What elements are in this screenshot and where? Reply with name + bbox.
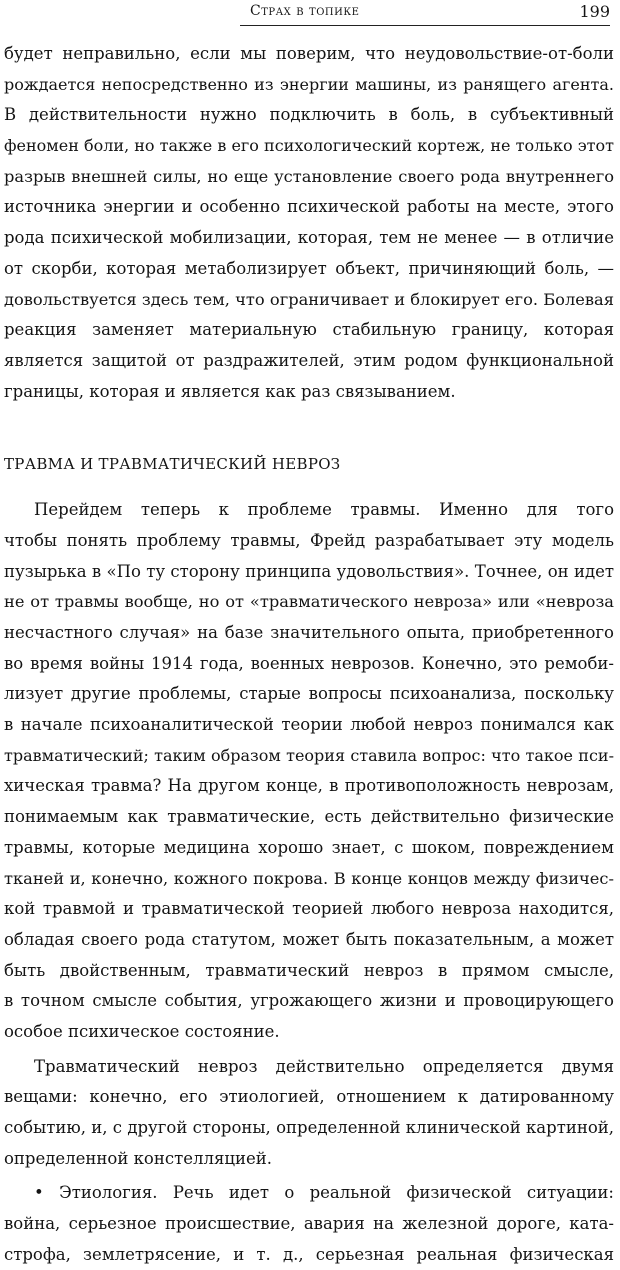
section-heading: ТРАВМА И ТРАВМАТИЧЕСКИЙ НЕВРОЗ xyxy=(4,455,341,474)
text-line: довольствуется здесь тем, что ограничивает и блокирует его. Болевая xyxy=(4,289,614,309)
text-line: разрыв внешней силы, но еще установление своего рода внутреннего xyxy=(4,166,614,186)
text-line: В действительности нужно подключить в боль, в субъективный xyxy=(4,105,614,125)
text-line: кой травмой и травматической теорией любого невроза находится, xyxy=(4,899,614,919)
page-number: 199 xyxy=(579,2,610,21)
text-line: несчастного случая» на базе значительного опыта, приобретенного xyxy=(4,623,614,642)
page-body xyxy=(4,39,614,1270)
text-line: во время войны 1914 года, военных неврозов. Конечно, это ремоби- xyxy=(4,653,614,673)
text-line: Травматический невроз действительно определяется двумя xyxy=(34,1056,614,1076)
text-line: источника энергии и особенно психической работы на месте, этого xyxy=(4,197,614,217)
text-line: особое психическое состояние. xyxy=(4,1021,280,1041)
text-line: от скорби, которая метаболизирует объект, причиняющий боль, — xyxy=(4,258,614,278)
text-line: рождается непосредственно из энергии машины, из ранящего агента. xyxy=(4,74,614,94)
text-line: война, серьезное происшествие, авария на железной дороге, ката- xyxy=(4,1214,614,1234)
paragraph xyxy=(4,1052,614,1175)
paragraph xyxy=(4,495,614,1047)
text-line: не от травмы вообще, но от «травматического невроза» или «невроза xyxy=(4,592,614,612)
text-line: тканей и, конечно, кожного покрова. В конце концов между физичес- xyxy=(4,868,614,888)
running-title: Страх в топике xyxy=(250,3,360,19)
text-line: Перейдем теперь к проблеме травмы. Именно для того xyxy=(34,500,614,520)
text-line: • Этиология. Речь идет о реальной физической ситуации: xyxy=(34,1183,614,1203)
text-line: строфа, землетрясение, и т. д., серьезная реальная физическая xyxy=(4,1244,614,1264)
text-line: понимаемым как травматические, есть действительно физические xyxy=(4,807,614,827)
text-line: будет неправильно, если мы поверим, что неудовольствие-от-боли xyxy=(4,44,614,63)
text-line: лизует другие проблемы, старые вопросы психоанализа, поскольку xyxy=(4,684,614,704)
text-line: вещами: конечно, его этиологией, отношением к датированному xyxy=(4,1087,614,1107)
text-line: феномен боли, но также в его психологический кортеж, не только этот xyxy=(4,136,614,156)
running-header xyxy=(0,0,620,30)
text-line: пузырька в «По ту сторону принципа удовольствия». Точнее, он идет xyxy=(4,561,614,581)
text-line: определенной констелляцией. xyxy=(4,1148,272,1168)
text-line: является защитой от раздражителей, этим родом функциональной xyxy=(4,350,614,370)
text-line: чтобы понять проблему травмы, Фрейд разрабатывает эту модель xyxy=(4,530,614,550)
text-line: обладая своего рода статутом, может быть показательным, а может xyxy=(4,929,614,949)
text-line: хическая травма? На другом конце, в противоположность неврозам, xyxy=(4,776,614,796)
paragraph-continuation xyxy=(4,39,614,407)
paragraph xyxy=(4,1178,614,1270)
text-line: травматический; таким образом теория ставила вопрос: что такое пси- xyxy=(4,745,614,765)
header-rule xyxy=(240,25,610,26)
text-line: границы, которая и является как раз связыванием. xyxy=(4,381,456,401)
text-line: в точном смысле события, угрожающего жизни и провоцирующего xyxy=(4,991,614,1011)
text-line: травмы, которые медицина хорошо знает, с шоком, повреждением xyxy=(4,837,614,857)
text-line: рода психической мобилизации, которая, тем не менее — в отличие xyxy=(4,228,614,248)
text-line: быть двойственным, травматический невроз в прямом смысле, xyxy=(4,960,614,980)
text-line: событию, и, с другой стороны, определенной клинической картиной, xyxy=(4,1118,614,1137)
text-line: в начале психоаналитической теории любой невроз понимался как xyxy=(4,715,614,735)
text-line: реакция заменяет материальную стабильную границу, которая xyxy=(4,320,614,340)
